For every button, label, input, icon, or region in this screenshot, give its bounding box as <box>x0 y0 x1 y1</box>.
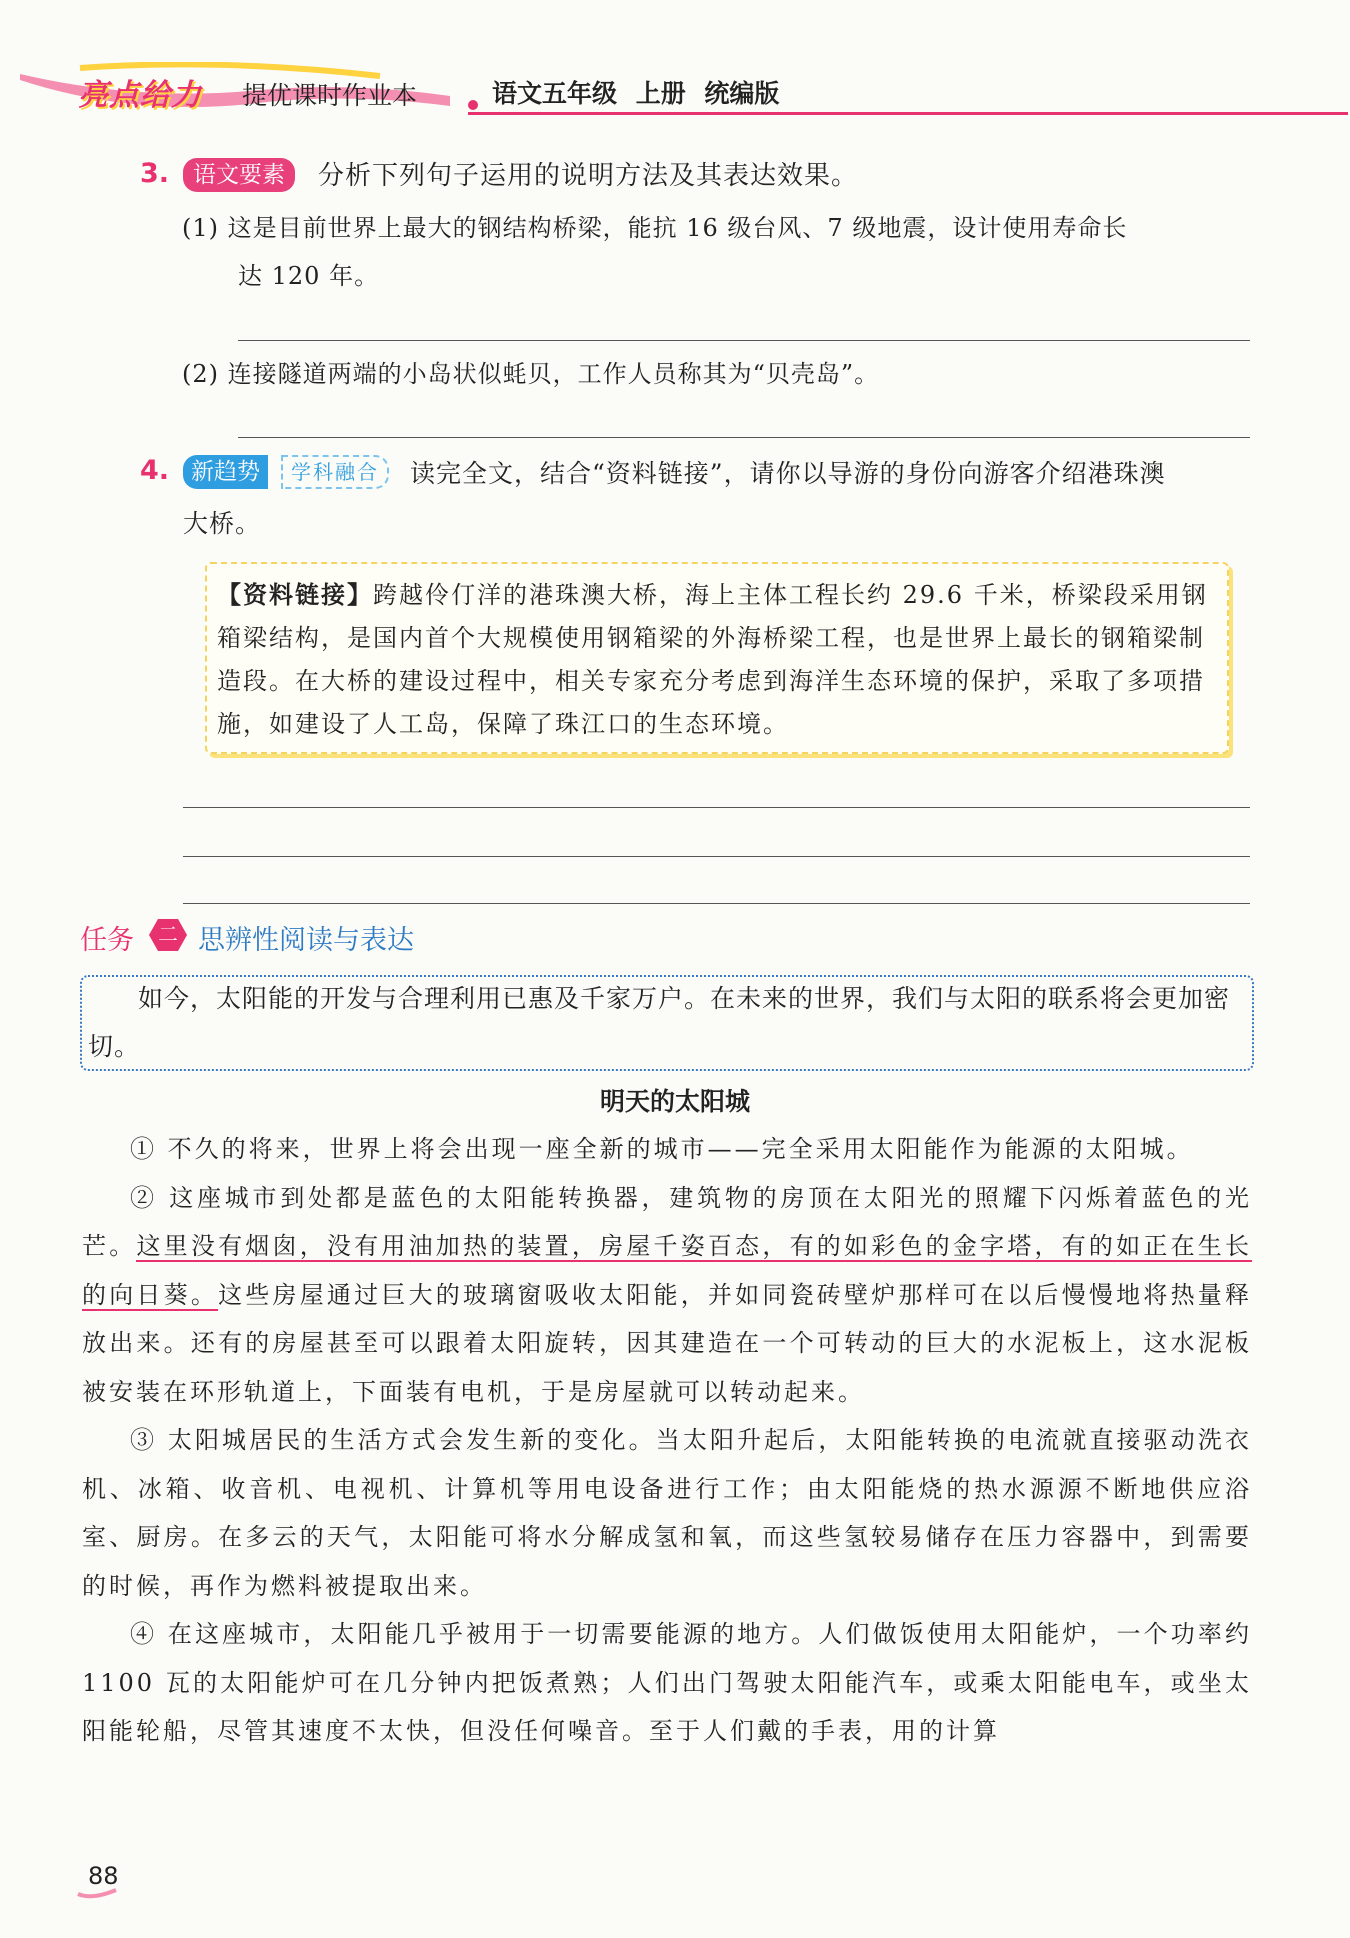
question-3-tag: 语文要素 <box>183 158 295 192</box>
answer-line-4-1[interactable] <box>183 807 1250 808</box>
header-dot <box>468 100 478 110</box>
question-4-tag-subject: 学科融合 <box>281 455 389 489</box>
task-number: 二 <box>158 922 178 946</box>
question-4-number: 4. <box>140 455 170 486</box>
page-number: 88 <box>88 1862 119 1890</box>
resource-link-label: 【资料链接】 <box>217 581 373 609</box>
page-header <box>20 62 1340 132</box>
answer-line-3-1[interactable] <box>238 340 1250 341</box>
task-label: 任务 <box>80 925 134 956</box>
question-3-item-1-line-2: 达 120 年。 <box>238 262 380 290</box>
question-3-item-1-line-1: (1) 这是目前世界上最大的钢结构桥梁，能抗 16 级台风、7 级地震，设计使用寿命长 <box>182 214 1128 242</box>
question-4-prompt-line-1: 读完全文，结合“资料链接”，请你以导游的身份向游客介绍港珠澳 <box>410 459 1166 488</box>
article-body <box>82 1125 1252 1756</box>
article-paragraph-4: ④ 在这座城市，太阳能几乎被用于一切需要能源的地方。人们做饭使用太阳能炉，一个功率约 1100 瓦的太阳能炉可在几分钟内把饭煮熟；人们出门驾驶太阳能汽车，或乘太阳能电车，或坐太阳能轮船，尽管其速度不太快，但没任何噪音。至于人们戴的手表，用的计算 <box>82 1620 1252 1745</box>
question-3-number: 3. <box>140 158 170 189</box>
article-title: 明天的太阳城 <box>599 1087 750 1116</box>
header-rule <box>468 112 1348 115</box>
book-title: 提优课时作业本 <box>242 81 418 110</box>
article-paragraph-3: ③ 太阳城居民的生活方式会发生新的变化。当太阳升起后，太阳能转换的电流就直接驱动洗衣机、冰箱、收音机、电视机、计算机等用电设备进行工作；由太阳能烧的热水源源不断地供应浴室、厨房。在多云的天气，太阳能可将水分解成氢和氧，而这些氢较易储存在压力容器中，到需要的时候，再作为燃料被提取出来。 <box>82 1426 1252 1600</box>
resource-link-body: 跨越伶仃洋的港珠澳大桥，海上主体工程长约 29.6 千米，桥梁段采用钢箱梁结构，是国内首个大规模使用钢箱梁的外海桥梁工程，也是世界上最长的钢箱梁制造段。在大桥的建设过程中，相关专家充分考虑到海洋生态环境的保护，采取了多项措施，如建设了人工岛，保障了珠江口的生态环境。 <box>217 581 1208 738</box>
article-paragraph-2-intro: ② 这座城市到处都是蓝色的太阳能转换器，建筑物的房顶在太阳光的照耀下闪烁着蓝色的光芒。 <box>82 1183 1252 1260</box>
question-4-prompt-line-2: 大桥。 <box>183 509 262 538</box>
article-paragraph-1: ① 不久的将来，世界上将会出现一座全新的城市——完全采用太阳能作为能源的太阳城。 <box>130 1135 1194 1163</box>
task-number-hexagon-icon <box>148 918 188 952</box>
question-4-tag-trend: 新趋势 <box>183 455 268 489</box>
underlined-sentence: 这里没有烟囱，没有用油加热的装置，房屋千姿百态，有的如彩色的金字塔，有的如正在生长的向日葵。 <box>82 1232 1253 1309</box>
article-paragraph-2 <box>82 1174 1252 1417</box>
article-paragraph-2-rest: 这些房屋通过巨大的玻璃窗吸收太阳能，并如同瓷砖壁炉那样可在以后慢慢地将热量释放出来。还有的房屋甚至可以跟着太阳旋转，因其建造在一个可转动的巨大的水泥板上，这水泥板被安装在环形轨道上，下面装有电机，于是房屋就可以转动起来。 <box>82 1280 1253 1406</box>
question-3-prompt: 分析下列句子运用的说明方法及其表达效果。 <box>318 161 859 191</box>
subject-label: 语文五年级 上册 统编版 <box>492 79 780 108</box>
answer-line-4-3[interactable] <box>183 903 1250 904</box>
task-intro-text: 如今，太阳能的开发与合理利用已惠及千家万户。在未来的世界，我们与太阳的联系将会更加密切。 <box>88 984 1231 1061</box>
answer-line-4-2[interactable] <box>183 856 1250 857</box>
resource-link-text <box>217 574 1217 746</box>
resource-link-box <box>205 562 1229 754</box>
question-3-item-2: (2) 连接隧道两端的小岛状似蚝贝，工作人员称其为“贝壳岛”。 <box>182 360 880 388</box>
task-intro-box <box>80 975 1254 1071</box>
brand-logo: 亮点给力 <box>78 78 202 113</box>
task-title: 思辨性阅读与表达 <box>198 925 414 956</box>
answer-line-3-2[interactable] <box>238 437 1250 438</box>
